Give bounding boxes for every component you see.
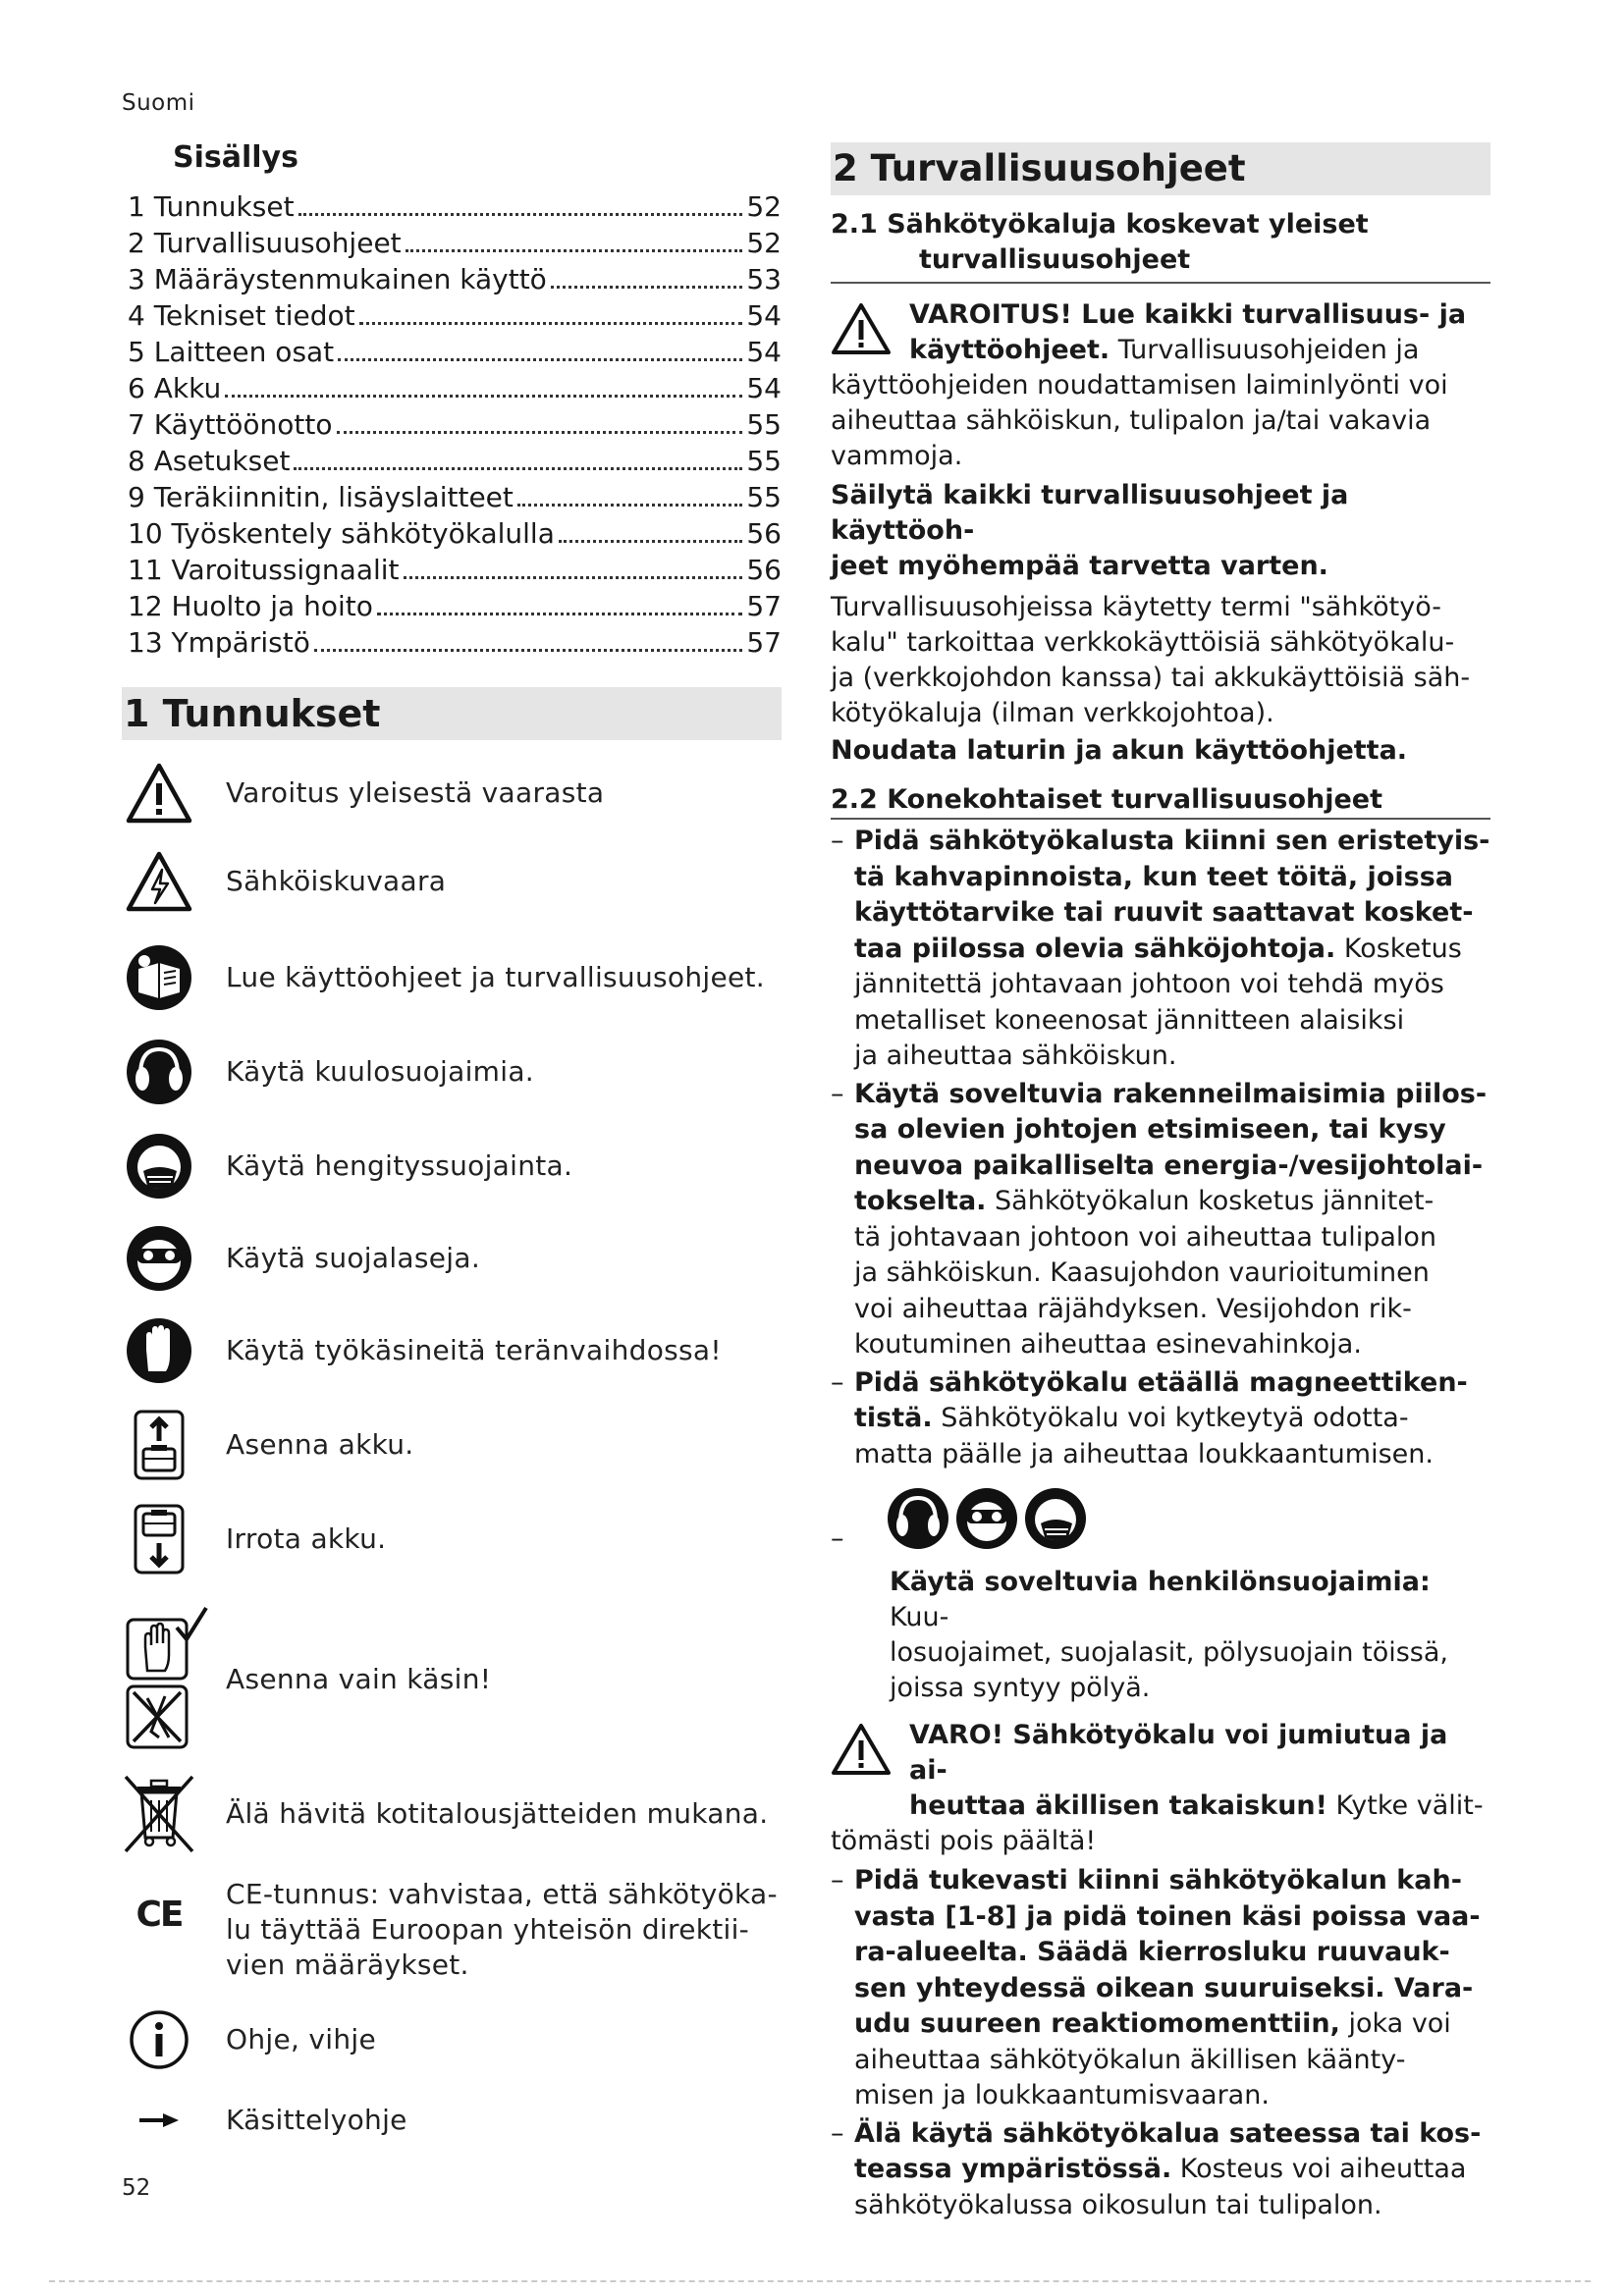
hand-only-icon [122,1606,210,1753]
bullet-item [831,2116,1490,2224]
regular-text: Kuu- [890,1602,949,1632]
text-line: Säilytä kaikki turvallisuusohjeet ja käyttöoh- [831,480,1349,546]
subsection-2-1-title-line1: 2.1 Sähkötyökaluja koskevat yleiset [831,209,1369,240]
warning-line2-rest: Turvallisuusohjeiden ja [1110,335,1420,365]
text-line [854,1327,1490,1363]
toc-item-page: 55 [746,481,782,513]
warning-triangle-icon [831,301,892,356]
gloves-icon [125,1316,193,1385]
bullet-dash: – [831,826,844,856]
regular-text: koutuminen aiheuttaa esinevahinkoja. [854,1329,1362,1360]
caution-line2-bold: heuttaa äkillisen takaiskun! [909,1790,1327,1821]
toc-item-label: 4 Tekniset tiedot [128,299,355,332]
regular-text: tä johtavaan johtoon voi aiheuttaa tulipalon [854,1221,1437,1253]
symbol-description: Käytä hengityssuojainta. [226,1149,573,1182]
toc-item-page: 56 [746,554,782,586]
caution-line1: VARO! Sähkötyökalu voi jumiutua ja ai- [909,1720,1448,1786]
symbol-row [122,2002,782,2077]
text-line [854,1971,1490,2007]
kickback-caution [831,1718,1490,1859]
page-bottom-rule [49,2280,1591,2282]
regular-text: joka voi [1339,2008,1451,2039]
text-line: kötyökaluja (ilman verkkojohtoa). [831,698,1274,728]
text-line [854,1077,1490,1113]
bullet-item [831,1365,1490,1473]
symbol-description: Ohje, vihje [226,2023,376,2056]
toc-title: Sisällys [173,140,298,175]
bold-text: udu suureen reaktiomomenttiin, [854,2008,1340,2039]
toc-item-label: 9 Teräkiinnitin, lisäyslaitteet [128,481,514,513]
text-line [854,932,1490,968]
toc-item-label: 11 Varoitussignaalit [128,554,400,586]
bold-text: Pidä tukevasti kiinni sähkötyökalun kah- [854,1865,1462,1896]
electric-shock-icon [125,850,193,913]
symbols-list [122,0,782,2296]
page-number: 52 [122,2175,151,2201]
text-line [854,967,1490,1003]
read-manual-icon [125,943,193,1012]
symbol-description [226,1877,778,1983]
text-line [890,1635,1490,1671]
toc-item-page: 55 [746,408,782,441]
toc-item-page: 57 [746,626,782,659]
info-icon [129,2009,189,2070]
bold-text: käyttötarvike tai ruuvit saattavat kosket- [854,897,1474,928]
safety-goggles-icon [125,1224,193,1293]
bullet-dash: – [831,1366,844,1398]
symbol-row [122,1502,782,1576]
symbol-row [122,940,782,1015]
toc-item-label: 2 Turvallisuusohjeet [128,227,402,259]
regular-text: Kosketus [1335,933,1462,964]
text-line [854,895,1490,932]
bold-text: teassa ympäristössä. [854,2154,1172,2184]
toc-item-page: 56 [746,517,782,550]
symbol-row [122,1606,782,1753]
bullet-dash: – [831,2117,844,2149]
bullet-dash: – [831,1865,844,1896]
toc-item-page: 54 [746,372,782,404]
symbol-row [122,756,782,830]
caution-line2-rest: Kytke välit- [1326,1790,1484,1821]
respirator-icon [1023,1486,1088,1551]
weee-bin-icon [122,1773,196,1855]
text-line: vammoja. [831,441,963,471]
text-line [854,1112,1490,1148]
text-line [854,1255,1490,1292]
machine-specific-bullets [831,824,1490,1472]
symbol-description-line: CE-tunnus: vahvistaa, että sähkötyöka- [226,1878,778,1910]
text-line: jeet myöhempää tarvetta varten. [831,551,1328,581]
bullet-item [831,1863,1490,2114]
bold-text: tä kahvapinnoista, kun teet töitä, joissa [854,861,1453,892]
text-line: käyttöohjeiden noudattamisen laiminlyönti voi [831,370,1448,400]
regular-text: ja sähköiskun. Kaasujohdon vaurioituminen [854,1257,1430,1288]
symbol-row [122,1777,782,1851]
bold-text: Käytä soveltuvia rakenneilmaisimia piilos- [854,1078,1488,1109]
follow-charger-manual: Noudata laturin ja akun käyttöohjetta. [831,735,1408,766]
toc-item-label: 7 Käyttöönotto [128,408,333,441]
symbol-description: Käsittelyohje [226,2104,407,2136]
toc-item-label: 10 Työskentely sähkötyökalulla [128,517,555,550]
toc-item-page: 54 [746,299,782,332]
toc-item-label: 8 Asetukset [128,445,291,477]
bold-text: sen yhteydessä oikean suuruiseksi. Vara- [854,1972,1474,2003]
toc-item-page: 52 [746,227,782,259]
bold-text: ra-alueelta. Säädä kierrosluku ruuvauk- [854,1937,1450,1967]
text-line [854,2006,1490,2043]
regular-text: ja aiheuttaa sähköiskun. [854,1041,1177,1071]
bullet-dash: – [831,1078,844,1109]
bold-text: vasta [1-8] ja pidä toinen käsi poissa vaa- [854,1900,1481,1932]
text-line [854,1401,1490,1437]
symbol-row [122,2083,782,2158]
toc-item-page: 55 [746,445,782,477]
term-definition [831,590,1490,731]
toc-item-label: 13 Ympäristö [128,626,310,659]
text-line [854,2043,1490,2079]
regular-text: jännitettä johtavaan johtoon voi tehdä myös [854,969,1444,999]
symbol-description: Älä hävitä kotitalousjätteiden mukana. [226,1797,769,1830]
toc-item-page: 53 [746,263,782,295]
text-line [890,1565,1490,1635]
text-line [854,1437,1490,1473]
symbol-row [122,1129,782,1203]
ppe-text [831,1565,1490,1706]
battery-insert-icon [130,1408,189,1482]
regular-text: Sähkötyökalun kosketus jännitet- [986,1186,1435,1216]
regular-text: voi aiheuttaa räjähdyksen. Vesijohdon rik- [854,1293,1412,1324]
bold-text: Käytä soveltuvia henkilönsuojaimia: [890,1567,1431,1597]
symbol-row [122,1035,782,1109]
subsection-2-2-title: 2.2 Konekohtaiset turvallisuusohjeet [831,782,1490,820]
section-heading-safety: 2 Turvallisuusohjeet [831,142,1490,195]
symbol-description-line: vien määräykset. [226,1949,469,1981]
bold-text: tistä. [854,1403,933,1433]
section-heading-symbols: 1 Tunnukset [122,687,782,740]
toc-item-label: 3 Määräystenmukainen käyttö [128,263,547,295]
symbol-description: Varoitus yleisestä vaarasta [226,776,605,809]
regular-text: matta päälle ja aiheuttaa loukkaantumisen. [854,1438,1434,1469]
toc-item-label: 1 Tunnukset [128,190,295,223]
symbol-description: Asenna akku. [226,1428,414,1461]
toc-item-page: 52 [746,190,782,223]
symbol-description: Käytä kuulosuojaimia. [226,1055,534,1088]
symbol-description: Irrota akku. [226,1522,387,1555]
text-line [854,824,1490,860]
text-line: kalu" tarkoittaa verkkokäyttöisiä sähkötyökalu- [831,627,1455,658]
text-line: aiheuttaa sähköiskun, tulipalon ja/tai vakavia [831,405,1432,436]
text-line [854,1184,1490,1220]
symbol-row [122,1408,782,1482]
bullet-item [831,824,1490,1075]
bullet-dash: – [831,1523,844,1554]
caution-line3: tömästi pois päältä! [831,1826,1097,1856]
battery-remove-icon [130,1502,189,1576]
bold-text: Älä käytä sähkötyökalua sateessa tai kos- [854,2117,1482,2149]
ppe-bullet [831,1486,1490,1557]
subsection-2-1-title-line2: turvallisuusohjeet [919,244,1191,275]
bold-text: neuvoa paikalliselta energia-/vesijohtolai- [854,1149,1484,1181]
symbol-description: Käytä työkäsineitä teränvaihdossa! [226,1334,722,1366]
handling-bullets [831,1863,1490,2223]
toc-item-label: 6 Akku [128,372,222,404]
symbol-description-line: lu täyttää Euroopan yhteisön direktii- [226,1913,750,1946]
toc-item-label: 5 Laitteen osat [128,336,335,368]
ear-protection-icon [886,1486,950,1551]
ear-protection-icon [125,1038,193,1106]
toc-item-page: 57 [746,590,782,622]
safety-goggles-icon [954,1486,1019,1551]
text-line [854,1039,1490,1075]
symbol-row [122,844,782,919]
symbol-description: Käytä suojalaseja. [226,1242,481,1274]
warning-line1: VAROITUS! Lue kaikki turvallisuus- ja [909,299,1467,330]
warning-body [831,368,1490,474]
text-line [854,1220,1490,1256]
symbol-row [122,1221,782,1296]
bullet-item [831,1077,1490,1363]
toc-item-page: 54 [746,336,782,368]
warning-triangle-icon [125,762,193,825]
text-line [854,1899,1490,1936]
regular-text: metalliset koneenosat jännitteen alaisiksi [854,1004,1405,1036]
general-warning [831,297,1490,474]
ce-mark-icon: CE [135,1894,183,1935]
symbol-row [122,1313,782,1388]
text-line [854,2188,1490,2224]
subsection-2-1-title [831,207,1490,284]
warning-line2-bold: käyttöohjeet. [909,335,1110,365]
text-line [854,860,1490,896]
toc-item-label: 12 Huolto ja hoito [128,590,373,622]
symbol-row [122,1877,782,1983]
warning-triangle-icon [831,1722,892,1777]
text-line: Turvallisuusohjeissa käytetty termi "sähkötyö- [831,592,1441,622]
symbol-description: Lue käyttöohjeet ja turvallisuusohjeet. [226,961,766,993]
text-line [854,1863,1490,1899]
text-line [890,1671,1490,1706]
regular-text: Sähkötyökalu voi kytkeytyä odotta- [932,1403,1409,1433]
text-line [854,1292,1490,1328]
regular-text: Kosteus voi aiheuttaa [1171,2154,1467,2184]
bold-text: sa olevien johtojen etsimiseen, tai kysy [854,1114,1446,1145]
bold-text: Pidä sähkötyökalu etäällä magneettiken- [854,1366,1468,1398]
text-line [854,1365,1490,1402]
text-line [854,2078,1490,2114]
regular-text: sähkötyökalussa oikosulun tai tulipalon. [854,2189,1382,2220]
regular-text: losuojaimet, suojalasit, pölysuojain töissä, [890,1637,1448,1668]
respirator-icon [125,1132,193,1201]
regular-text: misen ja loukkaantumisvaaran. [854,2080,1270,2110]
text-line [854,2152,1490,2188]
bold-text: Pidä sähkötyökalusta kiinni sen eristetyis- [854,826,1490,856]
bold-text: taa piilossa olevia sähköjohtoja. [854,933,1336,964]
text-line [854,1935,1490,1971]
text-line [854,2116,1490,2153]
text-line [854,1003,1490,1040]
bold-text: tokselta. [854,1186,987,1216]
keep-instructions [831,478,1490,584]
symbol-description: Asenna vain käsin! [226,1663,492,1695]
text-line [854,1148,1490,1185]
right-column [831,142,1490,2223]
regular-text: aiheuttaa sähkötyökalun äkillisen käänty- [854,2044,1406,2075]
instruction-arrow-icon [137,2110,181,2130]
symbol-description: Sähköiskuvaara [226,865,447,897]
language-label: Suomi [122,90,195,116]
regular-text: joissa syntyy pölyä. [890,1673,1151,1703]
text-line: ja (verkkojohdon kanssa) tai akkukäyttöisiä säh- [831,663,1471,693]
ppe-icons [886,1486,1490,1551]
